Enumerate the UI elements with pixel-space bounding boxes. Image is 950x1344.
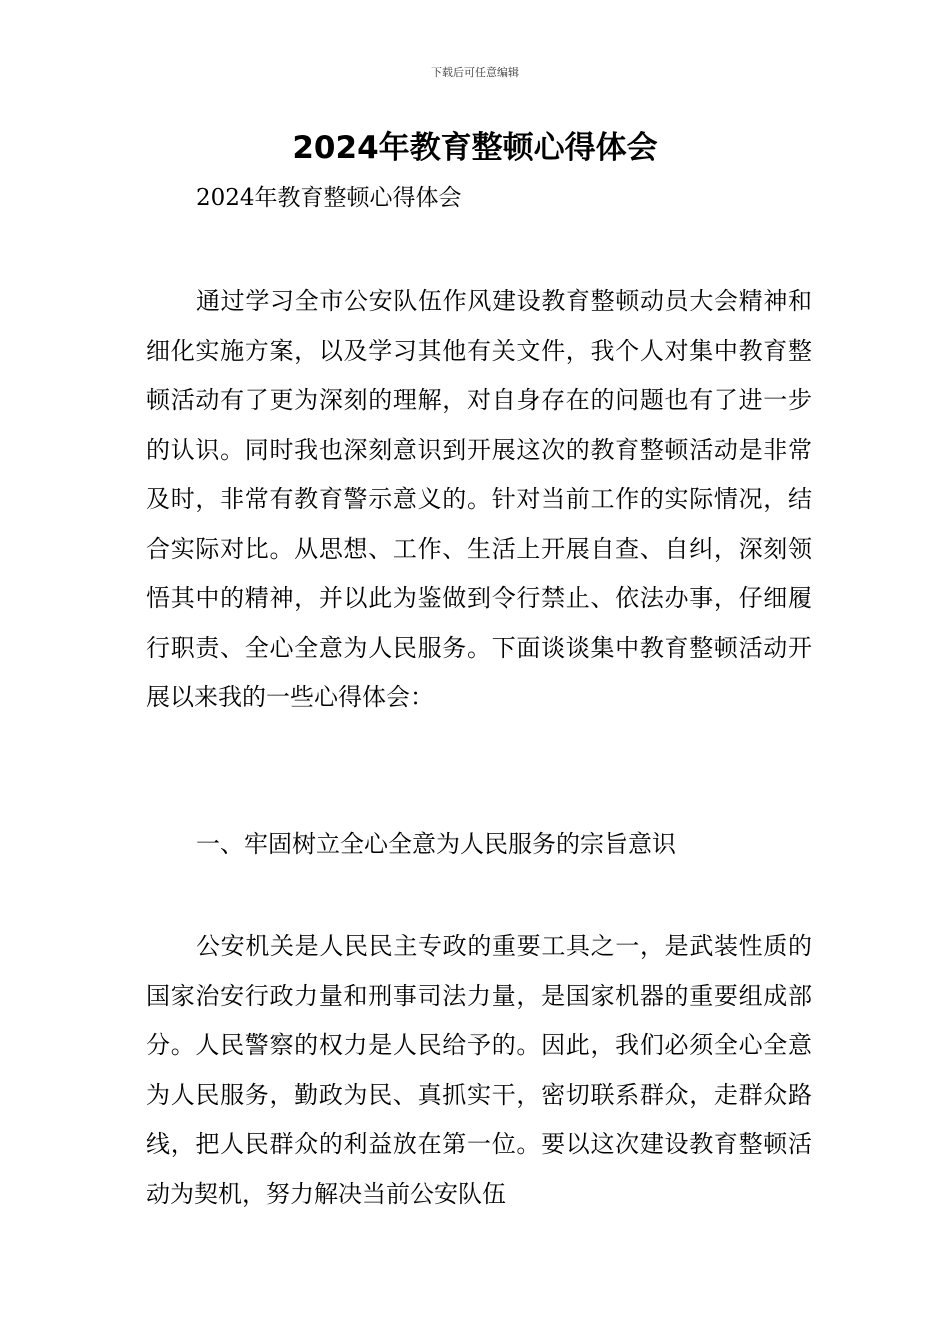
document-title: 2024年教育整顿心得体会: [292, 130, 658, 166]
header-note: 下载后可任意编辑: [431, 66, 519, 79]
section-heading: 一、牢固树立全心全意为人民服务的宗旨意识: [196, 830, 676, 858]
intro-paragraph: 通过学习全市公安队伍作风建设教育整顿动员大会精神和细化实施方案，以及学习其他有关文件，我个人对集中教育整顿活动有了更为深刻的理解，对自身存在的问题也有了进一步的认识。同时我也深刻意识到开展这次的教育整顿活动是非常及时，非常有教育警示意义的。针对当前工作的实际情况，结合实际对比。从思想、工作、生活上开展自查、自纠，深刻领悟其中的精神，并以此为鉴做到令行禁止、依法办事，仔细履行职责、全心全意为人民服务。下面谈谈集中教育整顿活动开展以来我的一些心得体会：: [146, 287, 812, 711]
section-paragraph: 公安机关是人民民主专政的重要工具之一，是武装性质的国家治安行政力量和刑事司法力量，是国家机器的重要组成部分。人民警察的权力是人民给予的。因此，我们必须全心全意为人民服务，勤政为民、真抓实干，密切联系群众，走群众路线，把人民群众的利益放在第一位。要以这次建设教育整顿活动为契机，努力解决当前公安队伍: [146, 932, 812, 1208]
document-subtitle: 2024年教育整顿心得体会: [196, 185, 462, 211]
